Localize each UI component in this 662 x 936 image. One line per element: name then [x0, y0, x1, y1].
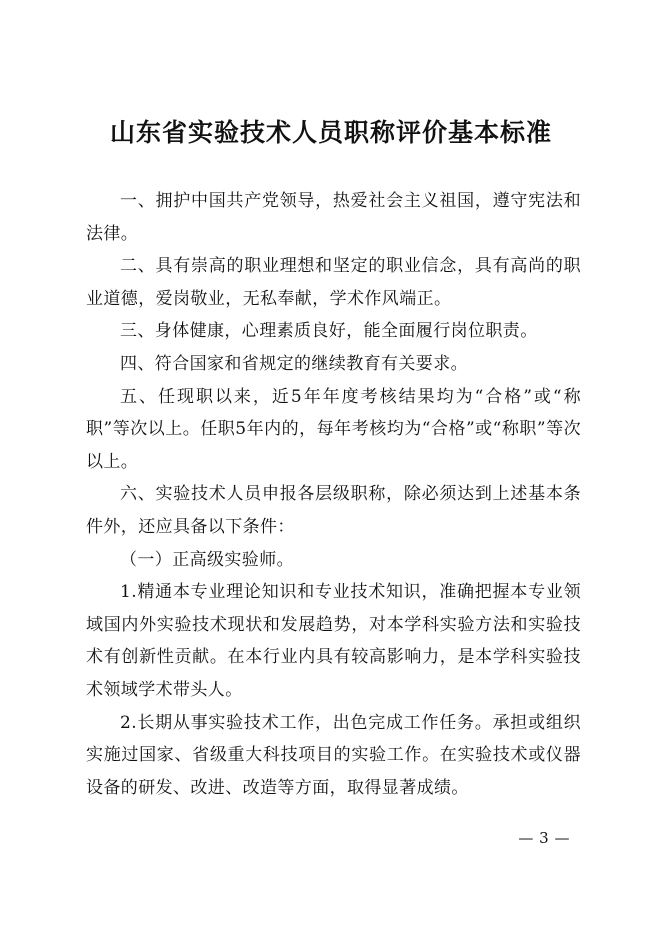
paragraph-4: 四、符合国家和省规定的继续教育有关要求。	[120, 353, 468, 374]
paragraph-1: 一、拥护中国共产党领导，热爱社会主义祖国，遵守宪法和法律。	[86, 191, 581, 244]
document-body	[86, 185, 581, 804]
paragraph-3: 三、身体健康，心理素质良好，能全面履行岗位职责。	[120, 321, 538, 342]
document-title: 山东省实验技术人员职称评价基本标准	[109, 118, 552, 147]
page-number: — 3 —	[518, 829, 570, 847]
subheading-senior-lab-engineer: （一）正高级实验师。	[120, 549, 294, 570]
condition-item-2: 2.长期从事实验技术工作，出色完成工作任务。承担或组织实施过国家、省级重大科技项目的实验工作。在实验技术或仪器设备的研发、改进、改造等方面，取得显著成绩。	[86, 712, 581, 798]
paragraph-5: 五、任现职以来，近5年年度考核结果均为“合格”或“称职”等次以上。任职5年内的，每年考核均为“合格”或“称职”等次以上。	[86, 386, 581, 472]
paragraph-2: 二、具有崇高的职业理想和坚定的职业信念，具有高尚的职业道德，爱岗敬业，无私奉献，学术作风端正。	[86, 256, 581, 309]
paragraph-6: 六、实验技术人员申报各层级职称，除必须达到上述基本条件外，还应具备以下条件：	[86, 484, 581, 537]
condition-item-1: 1.精通本专业理论知识和专业技术知识，准确把握本专业领域国内外实验技术现状和发展趋势，对本学科实验方法和实验技术有创新性贡献。在本行业内具有较高影响力，是本学科实验技术领域学术带头人。	[86, 582, 581, 700]
